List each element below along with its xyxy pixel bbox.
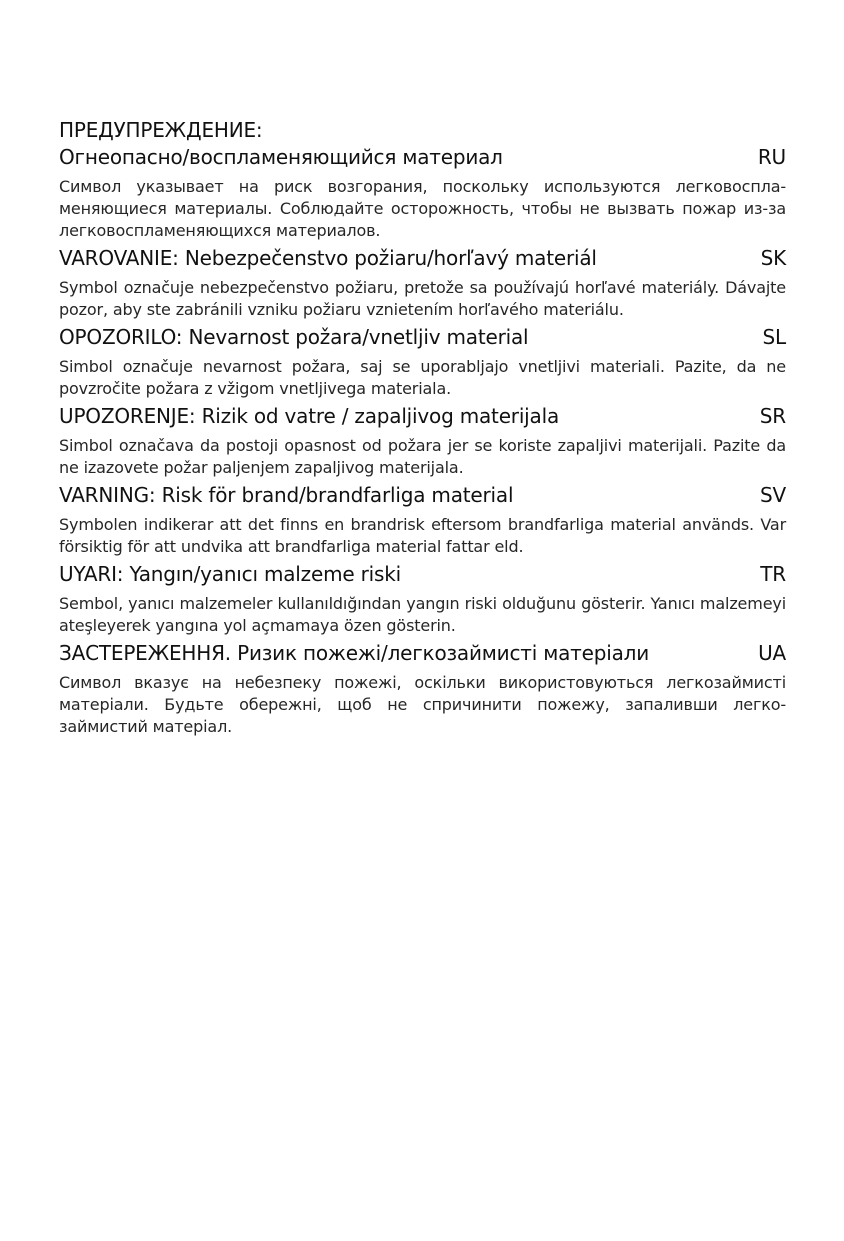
section-body: Символ вказує на небезпеку пожежі, оскільки використовуються легкозаймисті матеріали. Будьте обережні, щоб не спричинити пожежу, запаливши легко-займистий матеріал. (59, 673, 786, 736)
language-code: UA (758, 641, 786, 665)
language-code: SL (762, 325, 786, 349)
section-title: UPOZORENJE: Rizik od vatre / zapaljivog materijala (59, 404, 560, 428)
section-heading (59, 403, 786, 430)
section-sl (59, 324, 786, 400)
section-heading (59, 482, 786, 509)
section-ru (59, 117, 786, 242)
section-ua (59, 640, 786, 738)
section-sr (59, 403, 786, 479)
section-title: ЗАСТЕРЕЖЕННЯ. Ризик пожежі/легкозаймисті матеріали (59, 641, 650, 665)
section-body: Simbol označava da postoji opasnost od požara jer se koriste zapaljivi materijali. Pazite da ne izazovete požar paljenjem zapaljivog materijala. (59, 436, 786, 477)
section-sv (59, 482, 786, 558)
section-title: UYARI: Yangın/yanıcı malzeme riski (59, 562, 401, 586)
section-title: OPOZORILO: Nevarnost požara/vnetljiv material (59, 325, 529, 349)
section-body: Символ указывает на риск возгорания, поскольку используются легковоспла-меняющиеся материалы. Соблюдайте осторожность, чтобы не вызвать пожар из-за легковоспламеняющихся материалов. (59, 177, 786, 240)
section-title: Огнеопасно/воспламеняющийся материал (59, 145, 503, 169)
section-body: Sembol, yanıcı malzemeler kullanıldığından yangın riski olduğunu gösterir. Yanıcı malzemeyi ateşleyerek yangına yol açmamaya özen gösterin. (59, 594, 786, 635)
section-body: Symbolen indikerar att det finns en brandrisk eftersom brandfarliga material används. Var försiktig för att undvika att brandfarliga material fattar eld. (59, 515, 786, 556)
section-heading (59, 324, 786, 351)
language-code: SK (760, 246, 786, 270)
section-heading (59, 561, 786, 588)
language-code: SR (759, 404, 786, 428)
section-body: Simbol označuje nevarnost požara, saj se uporabljajo vnetljivi materiali. Pazite, da ne povzročite požara z vžigom vnetljivega materiala. (59, 357, 786, 398)
section-pre-heading: ПРЕДУПРЕЖДЕНИЕ: (59, 118, 263, 142)
section-heading (59, 245, 786, 272)
warning-document (59, 117, 786, 741)
language-code: RU (757, 145, 786, 169)
section-tr (59, 561, 786, 637)
language-code: TR (760, 562, 786, 586)
section-heading (59, 640, 786, 667)
language-code: SV (760, 483, 786, 507)
section-body: Symbol označuje nebezpečenstvo požiaru, pretože sa používajú horľavé materiály. Dávajte pozor, aby ste zabránili vzniku požiaru vznietením horľavého materiálu. (59, 278, 786, 319)
section-title: VAROVANIE: Nebezpečenstvo požiaru/horľavý materiál (59, 246, 597, 270)
section-heading (59, 144, 786, 171)
section-sk (59, 245, 786, 321)
section-title: VARNING: Risk för brand/brandfarliga material (59, 483, 514, 507)
